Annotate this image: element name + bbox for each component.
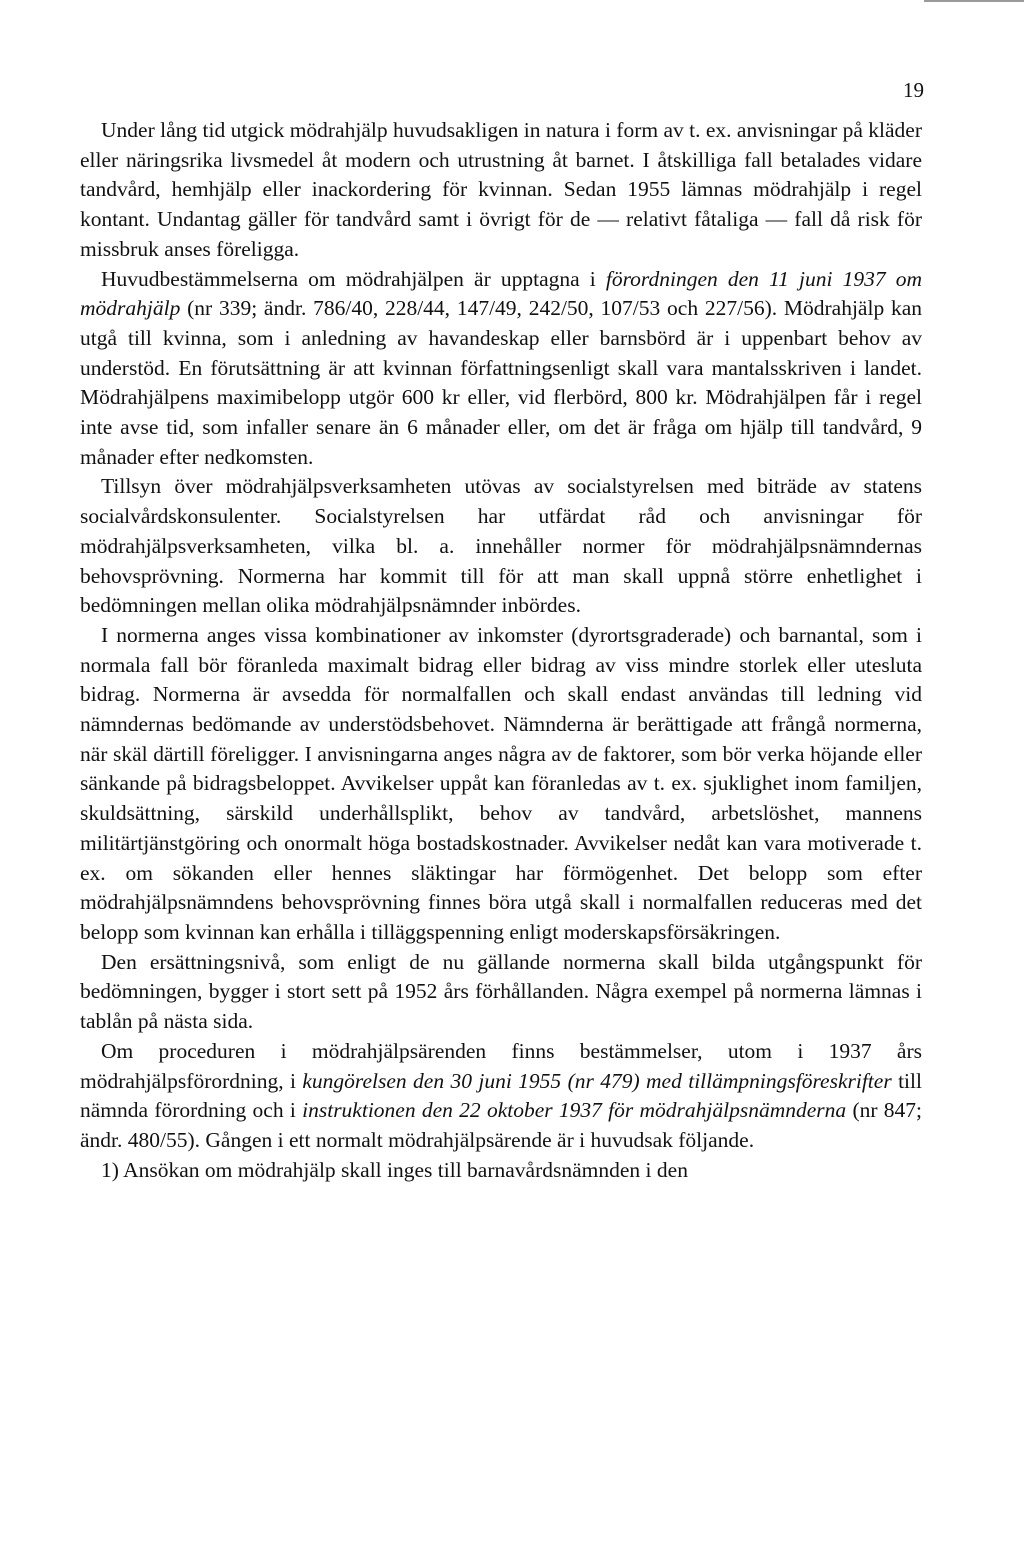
paragraph xyxy=(80,265,922,473)
text-run: till nämnda förordning och i xyxy=(80,1068,922,1123)
top-edge-rule xyxy=(924,0,1024,2)
paragraph xyxy=(80,116,922,265)
paragraph xyxy=(80,1156,922,1186)
italic-citation: kungörelsen den 30 juni 1955 (nr 479) med tillämpningsföreskrifter xyxy=(302,1068,892,1093)
text-run: Huvudbestämmelserna om mödrahjälpen är upptagna i xyxy=(101,266,606,291)
italic-citation: instruktionen den 22 oktober 1937 för mödrahjälpsnämnderna xyxy=(302,1098,847,1123)
text-run: I normerna anges vissa kombinationer av inkomster (dyrortsgraderade) och barnantal, som i normala fall bör föranleda maximalt bidrag eller bidrag av viss mindre storlek eller utesluta bidrag. Normerna är avsedda för normalfallen och skall endast användas till ledning vid nämndernas bedömande av understödsbehovet. Nämnderna är berättigade att frångå normerna, när skäl därtill föreligger. I anvisningarna anges några av de faktorer, som bör verka höjande eller sänkande på bidragsbeloppet. Avvikelser uppåt kan föranledas av t. ex. sjuklighet inom familjen, skuldsättning, särskild underhållsplikt, behov av tandvård, arbetslöshet, mannens militärtjänstgöring och onormalt höga bostadskostnader. Avvikelser nedåt kan vara motiverade t. ex. om sökanden eller hennes släktingar har förmögenhet. Det belopp som efter mödrahjälpsnämndens behovsprövning finnes böra utgå skall i normalfallen reduceras med det belopp som kvinnan kan erhålla i tilläggspenning enligt moderskapsförsäkringen. xyxy=(80,622,922,944)
text-run: Den ersättningsnivå, som enligt de nu gällande normerna skall bilda utgångspunkt för bedömningen, bygger i stort sett på 1952 års förhållanden. Några exempel på normerna lämnas i tablån på nästa sida. xyxy=(80,949,922,1034)
text-run: Tillsyn över mödrahjälpsverksamheten utövas av socialstyrelsen med biträde av statens socialvårdskonsulenter. Socialstyrelsen har utfärdat råd och anvisningar för mödrahjälpsverksamheten, vilka bl. a. innehåller normer för mödrahjälpsnämndernas behovsprövning. Normerna har kommit till för att man skall uppnå större enhetlighet i bedömningen mellan olika mödrahjälpsnämnder inbördes. xyxy=(80,474,922,618)
italic-citation: förordningen den 11 juni 1937 om mödrahjälp xyxy=(80,266,922,321)
text-run: (nr 847; ändr. 480/55). Gången i ett normalt mödrahjälpsärende är i huvudsak följande. xyxy=(80,1098,923,1152)
paragraph xyxy=(80,948,922,1037)
paragraph xyxy=(80,472,922,621)
body-text xyxy=(80,116,922,1185)
paragraph xyxy=(80,621,922,948)
page-number: 19 xyxy=(903,78,924,102)
text-run: (nr 339; ändr. 786/40, 228/44, 147/49, 242/50, 107/53 och 227/56). Mödrahjälp kan utgå till kvinna, som i anledning av havandeskap eller barnsbörd är i uppenbart behov av understöd. En förutsättning är att kvinnan författningsenligt skall vara mantalsskriven i landet. Mödrahjälpens maximibelopp utgör 600 kr eller, vid flerbörd, 800 kr. Mödrahjälpen får i regel inte avse tid, som infaller senare än 6 månader eller, om det är fråga om hjälp till tandvård, 9 månader efter nedkomsten. xyxy=(80,296,922,469)
text-run: Under lång tid utgick mödrahjälp huvudsakligen in natura i form av t. ex. anvisningar på kläder eller näringsrika livsmedel åt modern och utrustning åt barnet. I åtskilliga fall betalades vidare tandvård, hemhjälp eller inackordering för kvinnan. Sedan 1955 lämnas mödrahjälp i regel kontant. Undantag gäller för tandvård samt i övrigt för de — relativt fåtaliga — fall då risk för missbruk anses föreligga. xyxy=(80,118,922,261)
paragraph xyxy=(80,1037,922,1156)
text-run: 1) Ansökan om mödrahjälp skall inges till barnavårdsnämnden i den xyxy=(101,1157,688,1182)
text-run: Om proceduren i mödrahjälpsärenden finns bestämmelser, utom i 1937 års mödrahjälpsförordning, i xyxy=(80,1038,922,1093)
